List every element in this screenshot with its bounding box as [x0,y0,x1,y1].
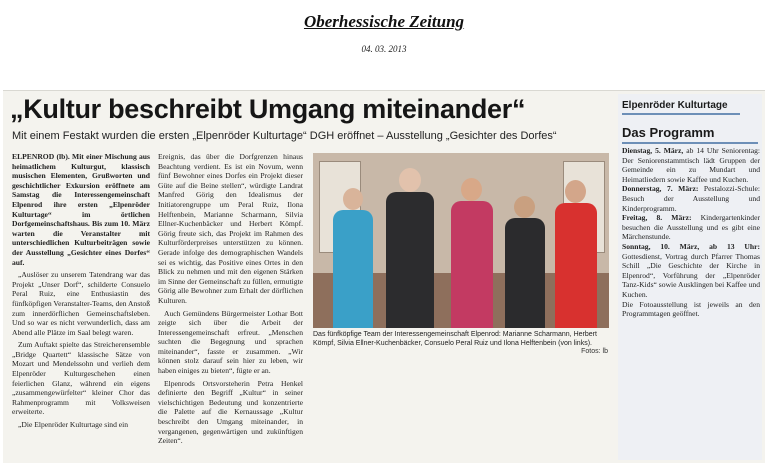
program-entry-text: ab 14 Uhr Seniorentag: Der Seniorenstammtisch lädt Gruppen der Gemeinde ein zu Mundart und Heimatliedern sowie Kaffee und Kuchen. [622,146,760,184]
person-figure [449,178,495,328]
article-column-1 [12,152,150,460]
sidebar-title: Das Programm [622,125,758,144]
person-figure [553,180,599,328]
publication-date: 04. 03. 2013 [361,44,407,54]
sidebar-header: Elpenröder Kulturtage [622,100,740,115]
person-figure [503,196,547,328]
article-paragraph: Auch Gemündens Bürgermeister Lothar Bott zeigte sich über die Arbeit der Interessengemeinschaft erfreut. „Menschen suchten die Begegnung und sprachen miteinander“, fasste er zusammen. „Wir können stolz darauf sein hier zu leben, wir haben einiges zu bieten“, fügte er an. [158,308,303,376]
article-headline: „Kultur beschreibt Umgang miteinander“ [10,94,526,124]
article-subhead: Mit einem Festakt wurden die ersten „Elpenröder Kulturtage“ DGH eröffnet – Ausstellung „Gesichter des Dorfes“ [12,130,557,142]
article-column-2 [158,152,303,460]
article-paragraph: „Auslöser zu unserem Tatendrang war das Projekt „Unser Dorf“, schilderte Consuelo Peral Ruiz, eine Enthusiastin des fünfköpfigen Veranstalter-Teams, den Anstoß zum innerdörflichen Gemeinschaftsleben. Und so war es nicht verwunderlich, dass am Abend alle Plätze im Saal belegt waren. [12,270,150,337]
person-figure [383,168,437,328]
newspaper-masthead: Oberhessische Zeitung [303,12,465,31]
article-column-3-empty [312,315,452,463]
program-entry-text: Die Fotoausstellung ist jeweils an den Programmtagen geöffnet. [622,299,760,319]
group-photo [313,153,609,328]
article-paragraph: Zum Auftakt spielte das Streicherensemble „Bridge Quartett“ klassische Sätze von Mozart und Mendelssohn und verlieh dem Elpenröder Kulturgeschehen einen feierlichen Glanz, während ein eigens „zusammengewürfelter“ kleiner Chor das Rahmenprogramm mit Volksweisen erweiterte. [12,340,150,417]
program-entry-day: Donnerstag, 7. März: [622,184,699,194]
program-entry-day: Freitag, 8. März: [622,213,692,223]
program-entry [622,146,760,184]
program-entry [622,213,760,242]
program-entry-day: Dienstag, 5. März, [622,146,684,155]
program-entry-text: Pestalozzi-Schule: Besuch der Ausstellung und Kinderprogramm. [622,184,760,213]
program-entry [622,300,760,319]
program-entry-day: Sonntag, 10. März, ab 13 Uhr: [622,241,760,251]
article-paragraph: „Die Elpenröder Kulturtage sind ein [18,420,129,430]
photo-caption: Das fünfköpfige Team der Interessengemeinschaft Elpenrod: Marianne Scharmann, Herbert Kömpf, Silvia Ellner-Kuchenbäcker, Consuelo Peral Ruiz und Ilona Helftenbein (von links). [313,331,597,347]
program-entry-text: Kindergartenkinder besuchen die Ausstellung und es gibt eine Märchenstunde. [622,213,760,242]
program-entry-text: Gottesdienst, Vortrag durch Pfarrer Thomas Schill „Die Geschichte der Kirche in Elpenrod“, Vorführung der „Elpenröder Tanz-Kids“ sowie Ausklingen bei Kaffee und Kuchen. [622,251,760,299]
program-list [622,146,760,319]
program-entry [622,184,760,213]
article-paragraph: Elpenrods Ortsvorsteherin Petra Henkel definierte den Begriff „Kultur“ in seiner vielschichtigen Bedeutung und konzentrierte die Palette auf die Kernaussage „Kultur beschreibt den Umgang miteinander, in vergangenen, gegenwärtigen und zukünftigen Zeiten“. [158,378,303,446]
photo-credit: Fotos: lb [581,348,608,355]
article-paragraph: Ereignis, das über die Dorfgrenzen hinaus Beachtung verdient. Es ist ein Novum, wenn fünf Bewohner eines Dorfes ein Projekt dieser Güte auf die Beine stellen“, würdigte Landrat Manfred Görig den Idealismus der Initiatorengruppe um Peral Ruiz, Ilona Helftenbein, Marianne Scharmann, Silvia Ellner-Kuchenbäcker und Herbert Kömpf. Görig freute sich, das Projekt im Rahmen des Kulturförderpreises unterstützen zu können. Gerade infolge des demographischen Wandels sei es wichtig, das Positive eines Ortes in den Blick zu nehmen und mit den eigenen Stärken im Sinne der Gemeinschaft zu füllen, ermutigte Görig alle Bewohner zum Erhalt der dörflichen Kulturen. [158,152,303,305]
person-figure [331,188,375,328]
article-lead-paragraph: ELPENROD (lb). Mit einer Mischung aus heimatlichem Kulturgut, klassisch musischen Elementen, Grußworten und geschichtlicher Exkursion eröffnete am Samstag die Interessengemeinschaft Elpenrod ihre ersten „Elpenröder Kulturtage“ im örtlichen Dorfgemeinschaftshaus. Bis zum 10. März warten die Veranstalter mit unterschiedlichen Kulturbeiträgen sowie der Ausstellung „Gesichter eines Dorfes“ auf. [12,152,150,267]
program-entry [622,242,760,300]
